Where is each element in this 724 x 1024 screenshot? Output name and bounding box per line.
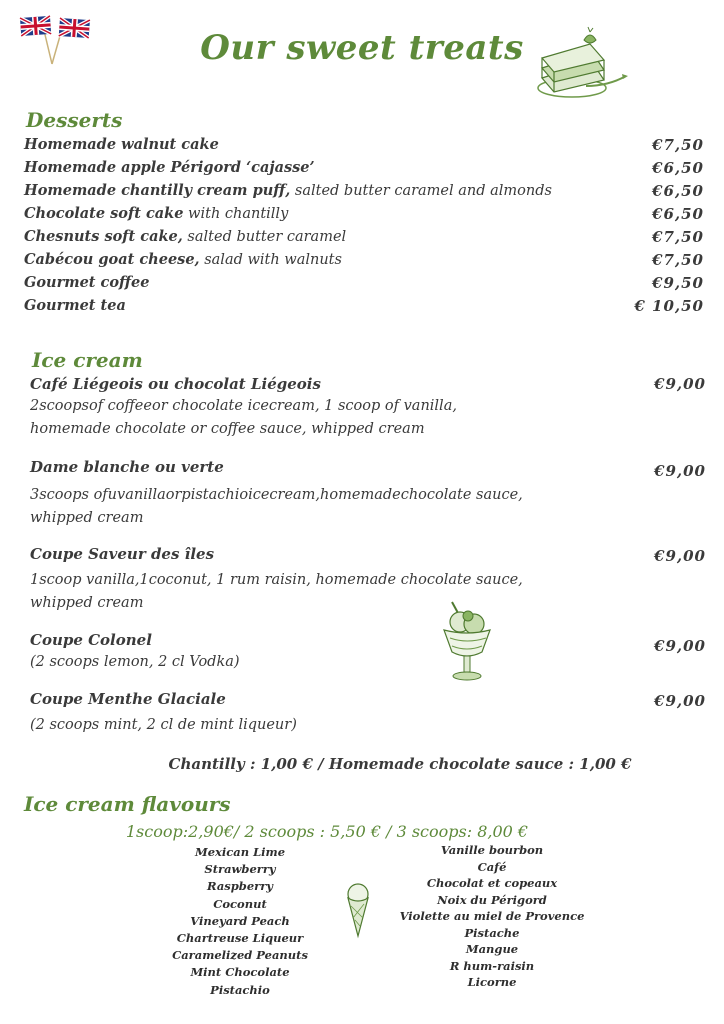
dessert-desc: salted butter caramel and almonds: [290, 183, 552, 199]
dessert-name: Cabécou goat cheese,: [24, 251, 200, 268]
desserts-heading: Desserts: [26, 108, 123, 132]
ice-cream-price: €9,00: [654, 692, 706, 710]
ice-cream-cone-icon: [340, 880, 376, 940]
ice-cream-name: Dame blanche ou verte: [30, 458, 224, 476]
dessert-price: €9,50: [652, 274, 704, 292]
flavours-right-list: [392, 842, 592, 991]
dessert-desc: with chantilly: [183, 206, 289, 222]
dessert-name: Chocolate soft cake: [24, 205, 184, 222]
list-item: Mangue: [465, 942, 519, 956]
list-item: Mexican Lime: [194, 845, 286, 859]
dessert-price: €7,50: [652, 251, 704, 269]
list-item: Noix du Périgord: [437, 892, 547, 907]
list-item: Raspberry: [207, 879, 273, 894]
dessert-row: [24, 274, 704, 296]
dessert-row: [24, 182, 704, 204]
dessert-price: € 10,50: [634, 297, 704, 315]
ice-cream-item: [30, 458, 706, 530]
page-title: Our sweet treats: [200, 28, 524, 68]
ice-cream-price: €9,00: [654, 637, 706, 655]
list-item: R hum-raisin: [449, 958, 535, 973]
ice-cream-desc-line: whipped cream: [30, 510, 144, 526]
ice-cream-price: €9,00: [654, 375, 706, 393]
dessert-desc: salad with walnuts: [199, 252, 342, 268]
list-item: Vineyard Peach: [190, 913, 290, 928]
list-item: Mint Chocolate: [190, 965, 290, 980]
ice-cream-item: [30, 545, 706, 615]
ice-cream-price: €9,00: [654, 547, 706, 565]
dessert-name: Homemade apple Périgord ‘cajasse’: [24, 159, 315, 176]
dessert-name: Gourmet coffee: [24, 274, 150, 291]
ice-cream-desc-line: 2scoopsof coffeeor chocolate icecream, 1 scoop of vanilla,: [30, 398, 457, 414]
ice-cream-name: Café Liégeois ou chocolat Liégeois: [30, 375, 321, 393]
dessert-desc: salted butter caramel: [182, 229, 347, 245]
dessert-row: [24, 228, 704, 250]
ice-cream-desc-line: (2 scoops mint, 2 cl de mint liqueur): [30, 717, 297, 733]
list-item: Chartreuse Liqueur: [176, 930, 304, 945]
dessert-price: €6,50: [652, 182, 704, 200]
ice-cream-desc-line: 3scoops ofuvanillaorpistachioicecream,homemadechocolate sauce,: [30, 487, 523, 503]
dessert-price: €7,50: [652, 136, 704, 154]
ice-cream-desc-line: 1scoop vanilla,1coconut, 1 rum raisin, homemade chocolate sauce,: [30, 572, 523, 588]
dessert-name: Gourmet tea: [24, 297, 126, 314]
list-item: Chocolat et copeaux: [426, 876, 558, 890]
list-item: Vanille bourbon: [440, 843, 544, 857]
dessert-row: [24, 159, 704, 181]
list-item: Pistache: [464, 925, 520, 940]
dessert-row: [24, 297, 704, 319]
ice-cream-name: Coupe Menthe Glaciale: [30, 690, 226, 708]
ice-cream-desc-line: (2 scoops lemon, 2 cl Vodka): [30, 654, 240, 670]
ice-cream-item: [30, 631, 706, 674]
ice-cream-price: €9,00: [654, 462, 706, 480]
dessert-row: [24, 205, 704, 227]
list-item: Coconut: [213, 896, 267, 911]
dessert-row: [24, 251, 704, 273]
ice-cream-name: Coupe Saveur des îles: [30, 545, 215, 563]
dessert-name: Homemade chantilly cream puff,: [24, 182, 291, 199]
dessert-price: €7,50: [652, 228, 704, 246]
extras-line: Chantilly : 1,00 € / Homemade chocolate sauce : 1,00 €: [168, 755, 632, 773]
ice-cream-heading: Ice cream: [32, 348, 143, 372]
cake-slice-icon: [530, 26, 630, 106]
list-item: Licorne: [467, 975, 517, 989]
flavours-heading: Ice cream flavours: [24, 792, 231, 816]
ice-cream-item: [30, 375, 706, 441]
list-item: Caramelized Peanuts: [172, 948, 308, 963]
ice-cream-desc-line: homemade chocolate or coffee sauce, whipped cream: [30, 421, 425, 437]
dessert-name: Chesnuts soft cake,: [24, 228, 183, 245]
list-item: Pistachio: [210, 982, 270, 997]
dessert-row: [24, 136, 704, 158]
dessert-name: Homemade walnut cake: [24, 136, 219, 153]
dessert-price: €6,50: [652, 205, 704, 223]
ice-cream-item: [30, 690, 706, 737]
ice-cream-desc-line: whipped cream: [30, 595, 144, 611]
flavours-left-list: [160, 844, 320, 999]
ice-cream-name: Coupe Colonel: [30, 631, 152, 649]
list-item: Strawberry: [204, 862, 276, 877]
dessert-price: €6,50: [652, 159, 704, 177]
scoop-prices: 1scoop:2,90€/ 2 scoops : 5,50 € / 3 scoops: 8,00 €: [125, 822, 529, 841]
sundae-icon: [438, 598, 496, 684]
list-item: Café: [477, 859, 507, 874]
list-item: Violette au miel de Provence: [399, 909, 585, 923]
